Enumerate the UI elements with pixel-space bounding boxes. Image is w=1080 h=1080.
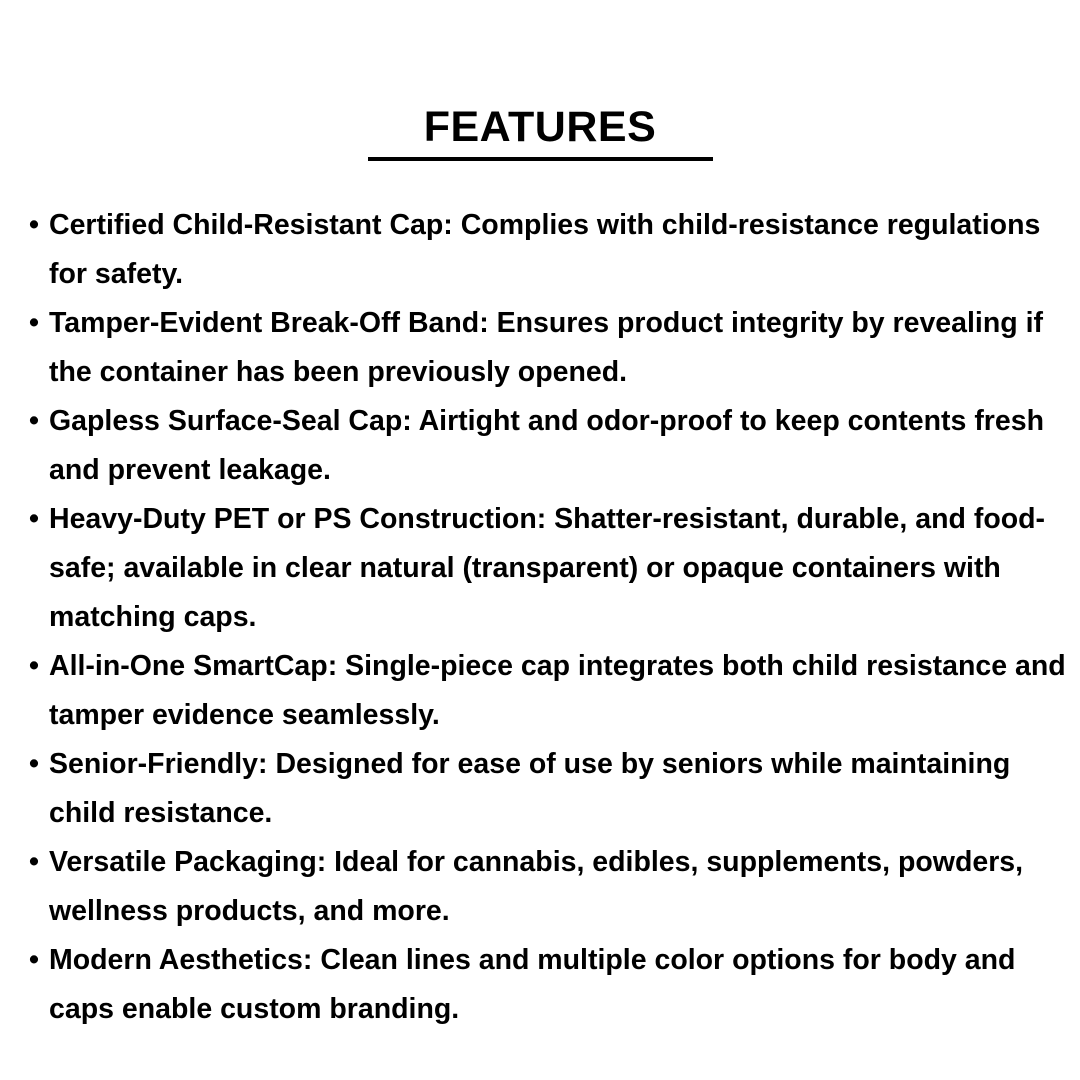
feature-list xyxy=(29,201,1075,1034)
feature-item-tamper-evident-band xyxy=(29,299,1075,397)
feature-item-senior-friendly xyxy=(29,740,1075,838)
feature-text: Modern Aesthetics: Clean lines and multiple color options for body and caps enable custom branding. xyxy=(49,944,1016,1025)
title-underline xyxy=(368,157,713,161)
feature-text: Versatile Packaging: Ideal for cannabis, edibles, supplements, powders, wellness products, and more. xyxy=(49,846,1024,927)
feature-text: All-in-One SmartCap: Single-piece cap integrates both child resistance and tamper evidence seamlessly. xyxy=(49,650,1066,731)
bullet: • xyxy=(29,650,39,682)
heading-container xyxy=(0,100,1080,154)
feature-text: Tamper-Evident Break-Off Band: Ensures product integrity by revealing if the container has been previously opened. xyxy=(49,307,1043,388)
feature-text: Senior-Friendly: Designed for ease of use by seniors while maintaining child resistance. xyxy=(49,748,1011,829)
feature-item-modern-aesthetics xyxy=(29,936,1075,1034)
feature-item-surface-seal-cap xyxy=(29,397,1075,495)
bullet: • xyxy=(29,405,39,437)
bullet: • xyxy=(29,307,39,339)
bullet: • xyxy=(29,846,39,878)
bullet: • xyxy=(29,944,39,976)
page-title: FEATURES xyxy=(423,103,657,151)
feature-text: Certified Child-Resistant Cap: Complies with child-resistance regulations for safety. xyxy=(49,209,1041,290)
feature-item-construction xyxy=(29,495,1075,642)
bullet: • xyxy=(29,503,39,535)
feature-item-smartcap xyxy=(29,642,1075,740)
feature-text: Gapless Surface-Seal Cap: Airtight and odor-proof to keep contents fresh and prevent leakage. xyxy=(49,405,1045,486)
feature-item-child-resistant-cap xyxy=(29,201,1075,299)
feature-text: Heavy-Duty PET or PS Construction: Shatter-resistant, durable, and food-safe; available in clear natural (transparent) or opaque containers with matching caps. xyxy=(49,503,1046,633)
bullet: • xyxy=(29,748,39,780)
bullet: • xyxy=(29,209,39,241)
feature-item-versatile-packaging xyxy=(29,838,1075,936)
